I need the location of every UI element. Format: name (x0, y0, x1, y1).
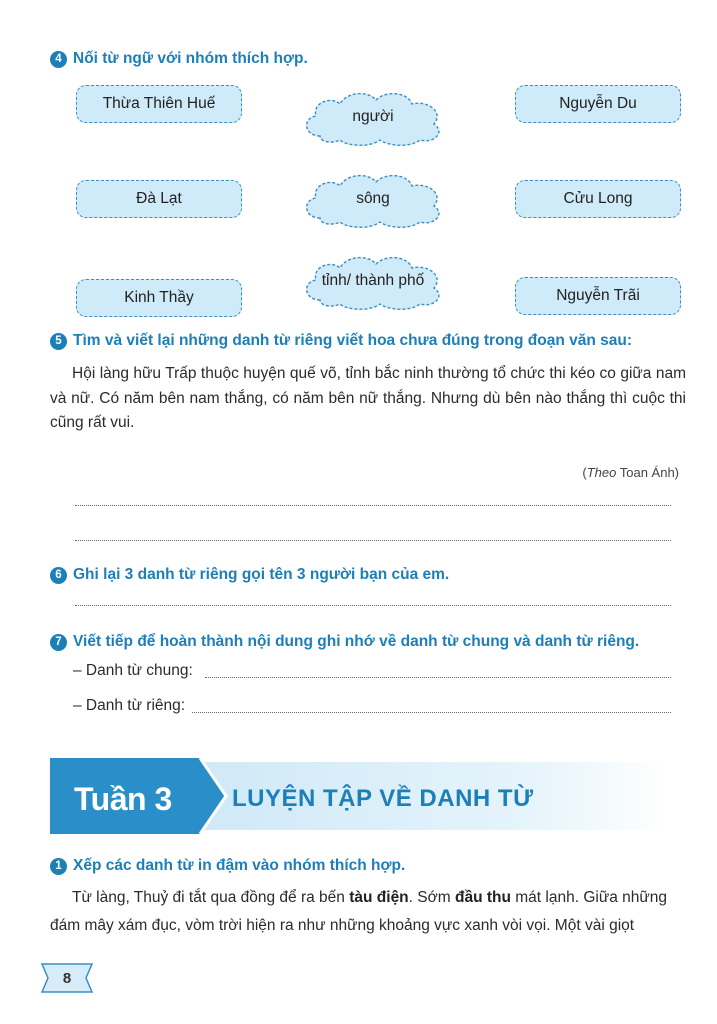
cloud-3[interactable] (296, 250, 450, 312)
q7-title (50, 633, 639, 651)
answer-line-q5-1[interactable] (75, 505, 671, 506)
q7-title-text: Viết tiếp để hoàn thành nội dung ghi nhớ về danh từ chung và danh từ riêng. (73, 633, 640, 650)
q7-line-1-label: – Danh từ chung: (73, 662, 193, 679)
q6-title-text: Ghi lại 3 danh từ riêng gọi tên 3 người bạn của em. (73, 566, 450, 583)
q1-title (50, 857, 405, 875)
answer-line-q7-1[interactable] (205, 677, 671, 678)
week-title: LUYỆN TẬP VỀ DANH TỪ (232, 785, 534, 812)
q1-paragraph-line-1 (50, 886, 686, 911)
cloud-2[interactable] (298, 168, 448, 230)
q6-title (50, 566, 449, 584)
left-box-1[interactable]: Thừa Thiên Huế (76, 85, 242, 123)
source-rest: Toan Ánh) (616, 465, 679, 480)
week-label: Tuần 3 (74, 781, 172, 817)
left-box-2[interactable]: Đà Lạt (76, 180, 242, 218)
left-box-3[interactable]: Kinh Thầy (76, 279, 242, 317)
q1-number: 1 (50, 858, 67, 875)
cloud-1-label: người (352, 108, 394, 125)
q6-number: 6 (50, 567, 67, 584)
source-italic: Theo (586, 465, 617, 480)
q1-paragraph-line-2: đám mây xám đục, vòm trời hiện ra như những khoảng vực xanh vòi vọi. Một vài giọt (50, 917, 635, 934)
q5-title-text: Tìm và viết lại những danh từ riêng viết hoa chưa đúng trong đoạn văn sau: (73, 332, 633, 349)
q5-paragraph: Hội làng hữu Trấp thuộc huyện quế võ, tỉnh bắc ninh thường tổ chức thi kéo co giữa nam và nữ. Có năm bên nam thắng, có năm bên nữ thắng. Nhưng dù bên nào thắng thì cuộc thi cũng rất vui. (50, 365, 686, 431)
q1-bold-noun-2: đầu thu (455, 889, 511, 906)
q7-number: 7 (50, 634, 67, 651)
q5-title (50, 332, 632, 350)
q1-text-a: Từ làng, Thuỷ đi tắt qua đồng để ra bến (72, 889, 350, 906)
q4-title-text: Nối từ ngữ với nhóm thích hợp. (73, 50, 308, 67)
q1-text-d: mát lạnh. Giữa những (510, 889, 667, 906)
q1-title-text: Xếp các danh từ in đậm vào nhóm thích hợp. (73, 857, 406, 874)
page-number: 8 (62, 969, 72, 987)
q5-number: 5 (50, 333, 67, 350)
q1-bold-noun-1: tàu điện (349, 889, 409, 906)
q7-line-2-label: – Danh từ riêng: (73, 697, 186, 714)
q4-title (50, 50, 308, 68)
answer-line-q5-2[interactable] (75, 540, 671, 541)
q1-text-c: . Sớm (408, 889, 455, 906)
answer-line-q7-2[interactable] (192, 712, 671, 713)
right-box-1[interactable]: Nguyễn Du (515, 85, 681, 123)
cloud-2-label: sông (356, 190, 390, 207)
cloud-3-label: tỉnh/ thành phố (321, 272, 425, 289)
q4-number: 4 (50, 51, 67, 68)
right-box-3[interactable]: Nguyễn Trãi (515, 277, 681, 315)
cloud-1[interactable] (298, 86, 448, 148)
answer-line-q6[interactable] (75, 605, 671, 606)
source-prefix: ( (582, 465, 587, 480)
right-box-2[interactable]: Cửu Long (515, 180, 681, 218)
q5-source (582, 465, 679, 480)
